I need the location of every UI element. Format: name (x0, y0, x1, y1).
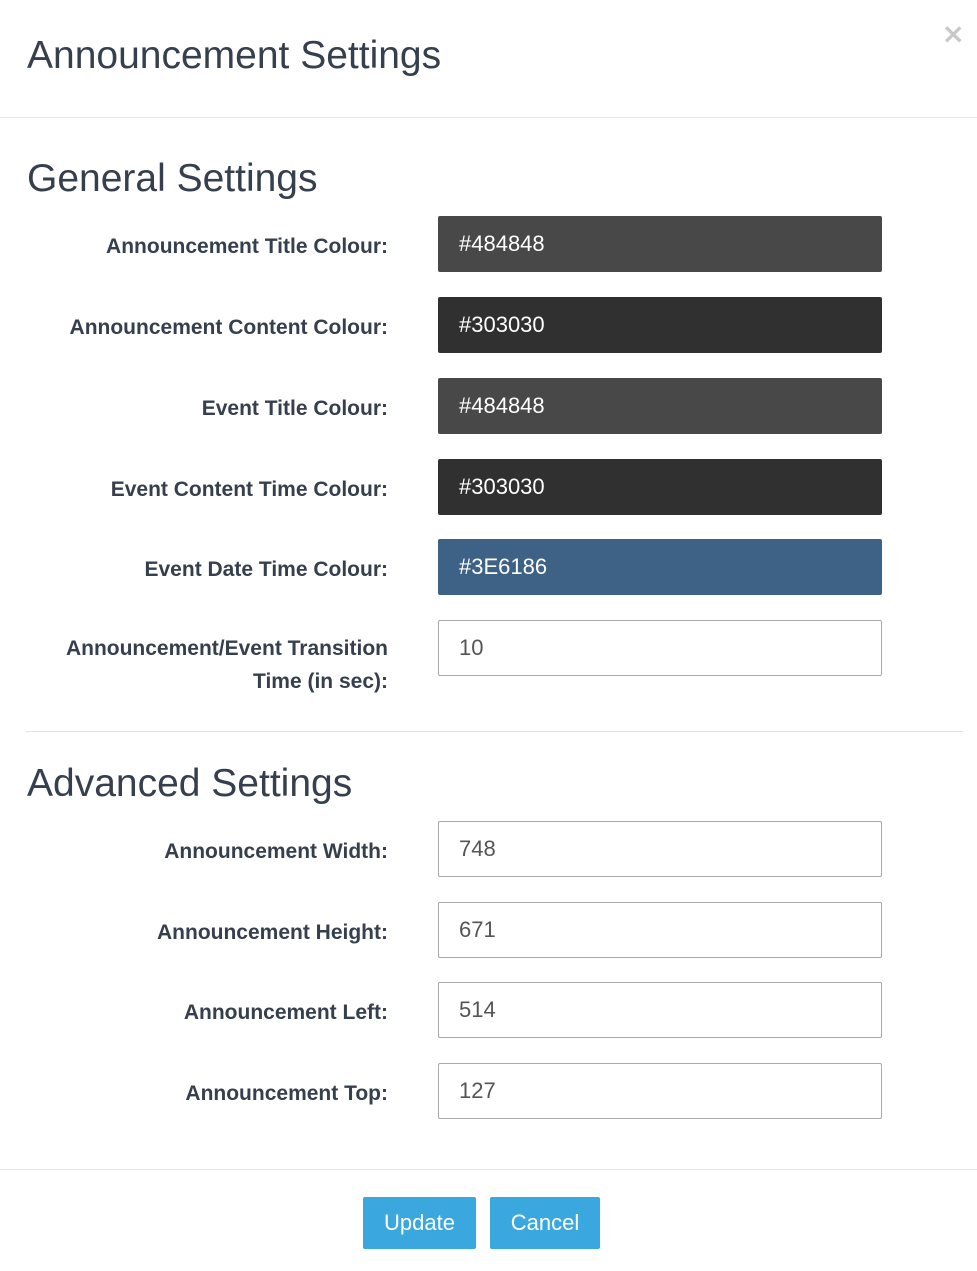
announcement-width-row (0, 821, 977, 877)
announcement-height-row (0, 902, 977, 958)
announcement-height-label: Announcement Height: (157, 921, 388, 944)
announcement-content-colour-label: Announcement Content Colour: (69, 316, 388, 339)
announcement-top-input[interactable] (438, 1063, 882, 1119)
announcement-top-label: Announcement Top: (185, 1082, 388, 1105)
announcement-width-label: Announcement Width: (164, 840, 388, 863)
transition-time-label-line1: Announcement/Event Transition (65, 637, 388, 660)
event-date-time-colour-label: Event Date Time Colour: (144, 558, 388, 581)
cancel-button[interactable]: Cancel (490, 1197, 600, 1249)
event-date-time-colour-row (0, 539, 977, 595)
event-date-time-colour-input[interactable] (438, 539, 882, 595)
announcement-left-input[interactable] (438, 982, 882, 1038)
event-title-colour-row (0, 378, 977, 434)
event-title-colour-input[interactable] (438, 378, 882, 434)
announcement-height-input[interactable] (438, 902, 882, 958)
update-button[interactable]: Update (363, 1197, 476, 1249)
event-content-time-colour-label: Event Content Time Colour: (110, 478, 388, 501)
transition-time-label (28, 632, 388, 698)
announcement-title-colour-row (0, 216, 977, 272)
announcement-left-row (0, 982, 977, 1038)
modal-footer (0, 1169, 977, 1271)
announcement-content-colour-row (0, 297, 977, 353)
section-divider (26, 731, 963, 732)
announcement-content-colour-input[interactable] (438, 297, 882, 353)
advanced-settings-heading: Advanced Settings (27, 762, 353, 805)
modal-header (0, 0, 977, 118)
event-title-colour-label: Event Title Colour: (201, 397, 388, 420)
event-content-time-colour-input[interactable] (438, 459, 882, 515)
transition-time-row (0, 620, 977, 700)
transition-time-label-line2: Time (in sec): (253, 670, 388, 693)
announcement-left-label: Announcement Left: (183, 1001, 388, 1024)
close-icon[interactable]: × (941, 17, 965, 50)
announcement-title-colour-input[interactable] (438, 216, 882, 272)
transition-time-input[interactable] (438, 620, 882, 676)
announcement-title-colour-label: Announcement Title Colour: (106, 235, 388, 258)
modal-title: Announcement Settings (27, 34, 442, 77)
event-content-time-colour-row (0, 459, 977, 515)
general-settings-heading: General Settings (27, 157, 318, 200)
announcement-width-input[interactable] (438, 821, 882, 877)
announcement-top-row (0, 1063, 977, 1119)
